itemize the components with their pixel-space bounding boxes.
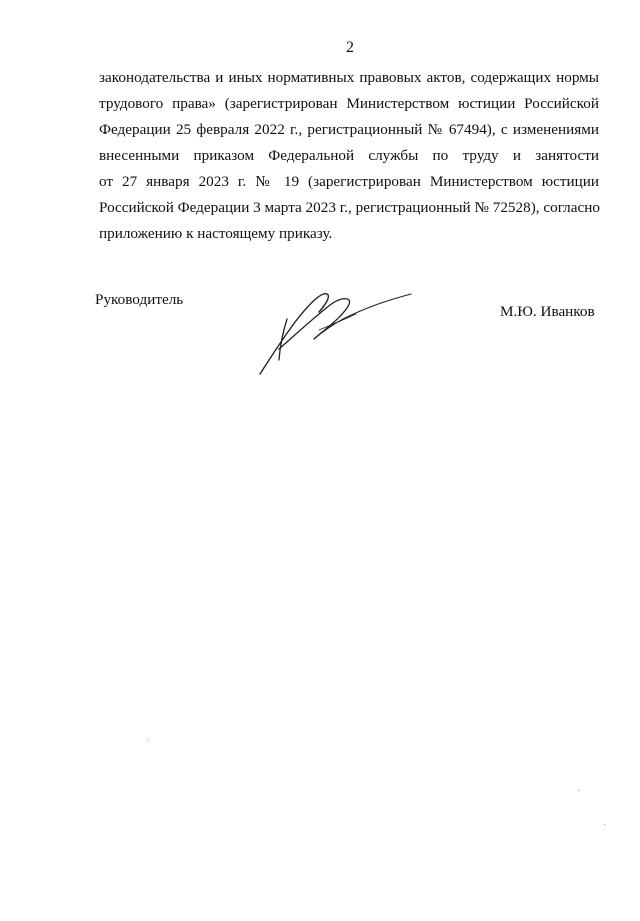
paragraph-line-4: внесенными приказом Федеральной службы по труду и занятости [99, 147, 599, 164]
page-number: 2 [346, 39, 354, 56]
scan-speck [604, 824, 605, 825]
handwritten-signature [255, 290, 415, 380]
paragraph-line-6: Российской Федерации 3 марта 2023 г., регистрационный № 72528), согласно [99, 199, 600, 216]
paragraph-line-3: Федерации 25 февраля 2022 г., регистрационный № 67494), с изменениями [99, 121, 599, 138]
scan-speck [147, 739, 148, 740]
scan-speck [578, 790, 579, 791]
paragraph-line-7: приложению к настоящему приказу. [99, 225, 333, 242]
paragraph-line-1: законодательства и иных нормативных правовых актов, содержащих нормы [99, 69, 599, 86]
paragraph-line-5: от 27 января 2023 г. № 19 (зарегистрирован Министерством юстиции [99, 173, 599, 190]
paragraph-line-2: трудового права» (зарегистрирован Министерством юстиции Российской [99, 95, 599, 112]
signatory-name: М.Ю. Иванков [500, 303, 595, 320]
signatory-role: Руководитель [95, 291, 184, 308]
